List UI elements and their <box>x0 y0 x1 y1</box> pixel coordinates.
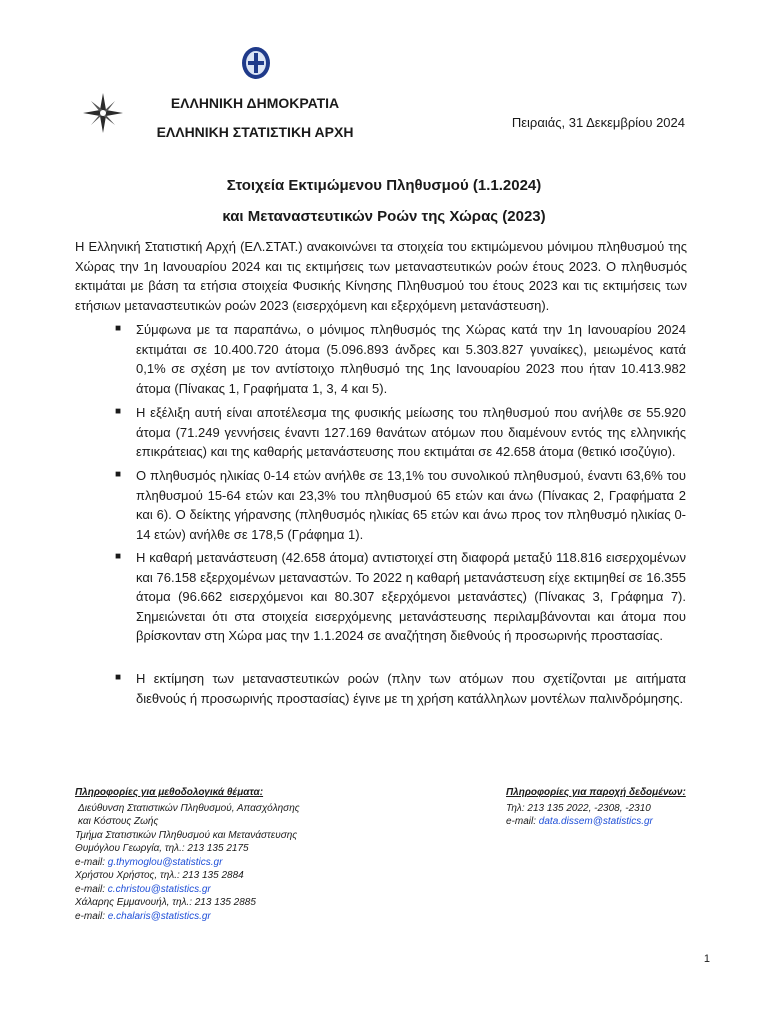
email-link[interactable]: c.christou@statistics.gr <box>107 883 211 895</box>
data-provision-heading: Πληροφορίες για παροχή δεδομένων: <box>506 787 686 798</box>
bullet-item <box>0 548 768 658</box>
contact-email-row <box>75 910 375 924</box>
directorate-line2: και Κόστους Ζωής <box>78 816 159 827</box>
data-provision-contacts <box>506 786 716 829</box>
section-name: Τμήμα Στατιστικών Πληθυσμού και Μετανάστευσης <box>75 829 298 841</box>
contact-email-row <box>506 815 716 829</box>
bullet-marker: ■ <box>115 469 122 480</box>
bullet-marker: ■ <box>115 406 122 417</box>
bullet-item <box>0 466 768 546</box>
email-label: e-mail: <box>75 856 108 868</box>
contact-person: Χρήστου Χρήστος, τηλ.: 213 135 2884 <box>75 870 244 881</box>
bullet-item <box>0 320 768 396</box>
data-provision-phone: Τηλ: 213 135 2022, -2308, -2310 <box>506 802 651 814</box>
intro-paragraph: Η Ελληνική Στατιστική Αρχή (ΕΛ.ΣΤΑΤ.) ανακοινώνει τα στοιχεία του εκτιμώμενου μόνιμου πληθυσμού της Χώρας την 1η Ιανουαρίου 2024 και τις εκτιμήσεις των μεταναστευτικών ροών έτους 2023. Ο πληθυσμός εκτιμάται με βάση τα ετήσια στοιχεία Φυσικής Κίνησης Πληθυσμού του έτους 2023 και τις εκτιμήσεις των ετήσιων μεταναστευτικών ροών 2023 (εισερχόμενη και εξερχόμενη μετανάστευση). <box>75 239 687 313</box>
contact-person: Θυμόγλου Γεωργία, τηλ.: 213 135 2175 <box>75 843 249 854</box>
email-link[interactable]: g.thymoglou@statistics.gr <box>107 856 223 868</box>
org-name-line1: ΕΛΛΗΝΙΚΗ ΔΗΜΟΚΡΑΤΙΑ <box>170 95 340 111</box>
bullet-marker: ■ <box>115 672 122 683</box>
bullet-text: Η καθαρή μετανάστευση (42.658 άτομα) αντιστοιχεί στη διαφορά μεταξύ 118.816 εισερχομένων και 76.158 εξερχομένων μεταναστών. Το 2022 η καθαρή μετανάστευση είχε εκτιμηθεί σε 16.355 άτομα (96.662 εισερχόμενοι και 80.307 εξερχόμενοι μετανάστες) (Πίνακας 3, Γράφημα 7). Σημειώνεται ότι στα στοιχεία εισερχόμενης μετανάστευσης περιλαμβάνονται και άτομα που βρίσκονταν στη Χώρα μας την 1.1.2024 σε αναζήτηση διεθνούς ή προσωρινής προστασίας. <box>136 550 686 643</box>
email-link[interactable]: e.chalaris@statistics.gr <box>107 910 211 922</box>
elstat-compass-logo-icon <box>82 92 124 134</box>
email-label: e-mail: <box>75 883 108 895</box>
org-name-line2: ΕΛΛΗΝΙΚΗ ΣΤΑΤΙΣΤΙΚΗ ΑΡΧΗ <box>156 124 354 140</box>
methodology-contacts <box>75 786 375 923</box>
document-title-line2: και Μεταναστευτικών Ροών της Χώρας (2023) <box>222 208 546 225</box>
email-label: e-mail: <box>506 816 539 827</box>
bullet-marker: ■ <box>115 551 122 562</box>
page-number: 1 <box>703 953 710 965</box>
bullet-text: Σύμφωνα με τα παραπάνω, ο μόνιμος πληθυσμός της Χώρας κατά την 1η Ιανουαρίου 2024 εκτιμάται σε 10.400.720 άτομα (5.096.893 άνδρες και 5.303.827 γυναίκες), μειωμένος κατά 0,1% σε σχέση με τον αντίστοιχο πληθυσμό της 1ης Ιανουαρίου 2023 που ήταν 10.413.982 άτομα (Πίνακας 1, Γραφήματα 1, 3, 4 και 5). <box>136 322 686 396</box>
bullet-text: Ο πληθυσμός ηλικίας 0-14 ετών ανήλθε σε 13,1% του συνολικού πληθυσμού, έναντι 63,6% του πληθυσμού 15-64 ετών και 23,3% του πληθυσμού 65 ετών και άνω (Πίνακας 2, Γραφήματα 2 και 6). Ο δείκτης γήρανσης (πληθυσμός ηλικίας 65 ετών και άνω προς τον πληθυσμό ηλικίας 0-14 ετών) ανήλθε σε 178,5 (Γράφημα 1). <box>136 468 686 542</box>
email-label: e-mail: <box>75 910 108 922</box>
email-link[interactable]: data.dissem@statistics.gr <box>538 816 653 827</box>
bullet-marker: ■ <box>115 323 122 334</box>
document-title-line1: Στοιχεία Εκτιμώμενου Πληθυσμού (1.1.2024) <box>226 177 542 194</box>
bullet-item <box>0 669 768 709</box>
methodology-contacts-heading: Πληροφορίες για μεθοδολογικά θέματα: <box>75 787 264 798</box>
greek-coat-of-arms-icon <box>241 46 271 80</box>
contact-email-row <box>75 883 375 897</box>
directorate-line1: Διεύθυνση Στατιστικών Πληθυσμού, Απασχόλησης <box>78 802 300 814</box>
bullet-text: Η εξέλιξη αυτή είναι αποτέλεσμα της φυσικής μείωσης του πληθυσμού που ανήλθε σε 55.920 άτομα (71.249 γεννήσεις έναντι 127.169 θανάτων ατόμων που διαμένουν εντός της ελληνικής επικράτειας) και της καθαρής μετανάστευσης που εκτιμάται σε 42.658 άτομα (θετικό ισοζύγιο). <box>136 405 686 459</box>
release-date: Πειραιάς, 31 Δεκεμβρίου 2024 <box>511 115 685 130</box>
contact-email-row <box>75 856 375 870</box>
bullet-text: Η εκτίμηση των μεταναστευτικών ροών (πλην των ατόμων που σχετίζονται με αιτήματα διεθνούς ή προσωρινής προστασίας) έγινε με τη χρήση κατάλληλων μοντέλων παλινδρόμησης. <box>136 671 686 706</box>
contact-person: Χάλαρης Εμμανουήλ, τηλ.: 213 135 2885 <box>75 897 256 908</box>
bullet-item <box>0 403 768 463</box>
